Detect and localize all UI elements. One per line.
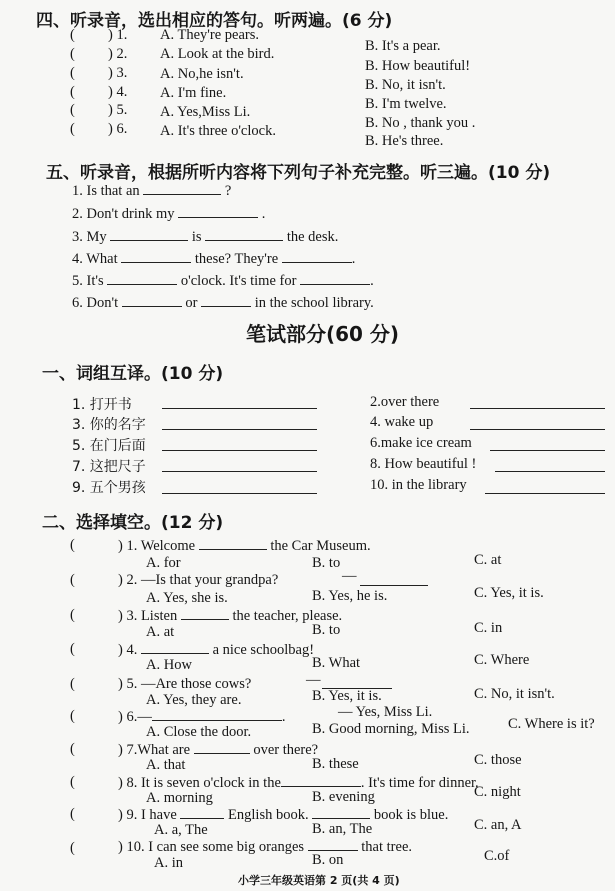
phrase-left-9: 9. 五个男孩 <box>72 480 146 496</box>
answer-paren[interactable]: ( <box>70 607 75 623</box>
answer-paren[interactable]: ( <box>70 102 75 118</box>
question-3: ) 3. Listen the teacher, please. <box>118 608 343 624</box>
option-c: C. an, A <box>474 817 522 833</box>
answer-paren[interactable]: ( <box>70 27 75 43</box>
blank-field[interactable] <box>282 250 352 263</box>
answer-line[interactable] <box>490 450 605 451</box>
question-4: ) 4. a nice schoolbag! <box>118 642 315 658</box>
section-1-heading: 一、词组互译。(10 分) <box>42 364 224 384</box>
blank-field[interactable] <box>121 250 191 263</box>
phrase-left-5: 5. 在门后面 <box>72 438 146 454</box>
blank-field[interactable] <box>194 741 250 754</box>
option-b: B. to <box>312 622 341 638</box>
answer-paren[interactable]: ( <box>70 572 75 588</box>
section-4-heading: 四、听录音，选出相应的答句。听两遍。(6 分) <box>36 11 393 31</box>
phrase-right-8: 8. How beautiful ! <box>370 456 477 472</box>
option-c: C. at <box>474 552 502 568</box>
answer-dash: — <box>306 672 321 688</box>
item-number: ) 1. <box>108 27 128 43</box>
blank-field[interactable] <box>281 774 361 787</box>
answer-line[interactable] <box>162 429 317 430</box>
phrase-right-6: 6.make ice cream <box>370 435 472 451</box>
option-c: C. Where is it? <box>508 716 595 732</box>
option-b: B. evening <box>312 789 375 805</box>
question-8: ) 8. It is seven o'clock in the . It's time for dinner. <box>118 775 479 791</box>
phrase-right-10: 10. in the library <box>370 477 467 493</box>
option-a: A. for <box>146 555 181 571</box>
option-b: B. Good morning, Miss Li. <box>312 721 470 737</box>
phrase-right-4: 4. wake up <box>370 414 434 430</box>
answer-paren[interactable]: ( <box>70 641 75 657</box>
blank-field[interactable] <box>180 806 224 819</box>
answer-paren[interactable]: ( <box>70 121 75 137</box>
written-section-title: 笔试部分(60 分) <box>246 322 400 346</box>
phrase-left-1: 1. 打开书 <box>72 397 132 413</box>
answer-line[interactable] <box>162 450 317 451</box>
question-7: ) 7.What are over there? <box>118 742 319 758</box>
option-a: A. It's three o'clock. <box>160 123 276 139</box>
question-9: ) 9. I have English book. book is blue. <box>118 807 449 823</box>
option-b: B. What <box>312 655 361 671</box>
option-c: C. night <box>474 784 521 800</box>
blank-field[interactable] <box>205 228 283 241</box>
option-b: B. to <box>312 555 341 571</box>
item-number: ) 6. <box>108 121 128 137</box>
answer-line[interactable] <box>162 493 317 494</box>
page-footer: 小学三年级英语第 2 页(共 4 页) <box>238 874 400 887</box>
fill-sentence-3: 3. My is the desk. <box>72 229 339 245</box>
option-a: A. Yes, they are. <box>146 692 242 708</box>
phrase-left-7: 7. 这把尺子 <box>72 459 146 475</box>
fill-sentence-6: 6. Don't or in the school library. <box>72 295 374 311</box>
option-a: A. Yes, she is. <box>146 590 228 606</box>
blank-field[interactable] <box>312 806 370 819</box>
answer-line[interactable] <box>470 408 605 409</box>
option-b: B. Yes, he is. <box>312 588 388 604</box>
blank-field[interactable] <box>143 182 221 195</box>
blank-field[interactable] <box>110 228 188 241</box>
blank-field[interactable] <box>152 708 282 721</box>
answer-paren[interactable]: ( <box>70 840 75 856</box>
blank-field[interactable] <box>178 205 258 218</box>
answer-paren[interactable]: ( <box>70 708 75 724</box>
fill-sentence-4: 4. What these? They're . <box>72 251 356 267</box>
question-10: ) 10. I can see some big oranges that tree. <box>118 839 413 855</box>
option-b: B. an, The <box>312 821 373 837</box>
option-c: C. those <box>474 752 522 768</box>
answer-paren[interactable]: ( <box>70 46 75 62</box>
option-c: C.of <box>484 848 510 864</box>
question-6: ) 6.— . <box>118 709 286 725</box>
blank-field[interactable] <box>199 537 267 550</box>
option-b: B. No, it isn't. <box>365 77 446 93</box>
answer-paren[interactable]: ( <box>70 65 75 81</box>
answer-paren[interactable]: ( <box>70 84 75 100</box>
question-5: ) 5. —Are those cows? <box>118 676 252 692</box>
section-2-heading: 二、选择填空。(12 分) <box>42 513 224 533</box>
blank-field[interactable] <box>308 838 358 851</box>
answer-line[interactable] <box>360 585 428 586</box>
option-b: B. How beautiful! <box>365 58 471 74</box>
option-a: A. Look at the bird. <box>160 46 275 62</box>
answer-paren[interactable]: ( <box>70 537 75 553</box>
answer-line[interactable] <box>470 429 605 430</box>
option-a: A. that <box>146 757 186 773</box>
option-c: C. Yes, it is. <box>474 585 544 601</box>
option-a: A. Close the door. <box>146 724 252 740</box>
fill-sentence-2: 2. Don't drink my . <box>72 206 266 222</box>
question-1: ) 1. Welcome the Car Museum. <box>118 538 371 554</box>
answer-line[interactable] <box>162 408 317 409</box>
option-b: B. I'm twelve. <box>365 96 447 112</box>
fill-sentence-5: 5. It's o'clock. It's time for . <box>72 273 374 289</box>
option-c: C. Where <box>474 652 530 668</box>
option-b: B. Yes, it is. <box>312 688 382 704</box>
option-a: A. at <box>146 624 175 640</box>
option-b: B. He's three. <box>365 133 444 149</box>
phrase-left-3: 3. 你的名字 <box>72 417 146 433</box>
question-2: ) 2. —Is that your grandpa? <box>118 572 279 588</box>
option-b: B. these <box>312 756 359 772</box>
option-b: B. on <box>312 852 344 868</box>
option-c: C. in <box>474 620 503 636</box>
answer-paren[interactable]: ( <box>70 774 75 790</box>
option-a: A. How <box>146 657 192 673</box>
option-a: A. I'm fine. <box>160 85 227 101</box>
blank-field[interactable] <box>141 641 209 654</box>
answer-line[interactable] <box>162 471 317 472</box>
item-number: ) 3. <box>108 65 128 81</box>
question-6-reply: — Yes, Miss Li. <box>338 704 433 720</box>
option-c: C. No, it isn't. <box>474 686 555 702</box>
answer-paren[interactable]: ( <box>70 806 75 822</box>
blank-field[interactable] <box>181 607 229 620</box>
option-a: A. a, The <box>154 822 208 838</box>
option-a: A. They're pears. <box>160 27 259 43</box>
blank-field[interactable] <box>300 272 370 285</box>
answer-dash: — <box>342 568 357 584</box>
option-b: B. No , thank you . <box>365 115 476 131</box>
answer-paren[interactable]: ( <box>70 676 75 692</box>
option-a: A. Yes,Miss Li. <box>160 104 251 120</box>
option-a: A. in <box>154 855 183 871</box>
answer-line[interactable] <box>485 493 605 494</box>
section-5-heading: 五、听录音，根据所听内容将下列句子补充完整。听三遍。(10 分) <box>46 163 551 183</box>
item-number: ) 4. <box>108 84 128 100</box>
fill-sentence-1: 1. Is that an ? <box>72 183 232 199</box>
item-number: ) 2. <box>108 46 128 62</box>
item-number: ) 5. <box>108 102 128 118</box>
blank-field[interactable] <box>107 272 177 285</box>
option-b: B. It's a pear. <box>365 38 441 54</box>
option-a: A. No,he isn't. <box>160 66 244 82</box>
option-a: A. morning <box>146 790 213 806</box>
blank-field[interactable] <box>201 294 251 307</box>
blank-field[interactable] <box>122 294 182 307</box>
answer-paren[interactable]: ( <box>70 741 75 757</box>
answer-line[interactable] <box>495 471 605 472</box>
phrase-right-2: 2.over there <box>370 394 440 410</box>
